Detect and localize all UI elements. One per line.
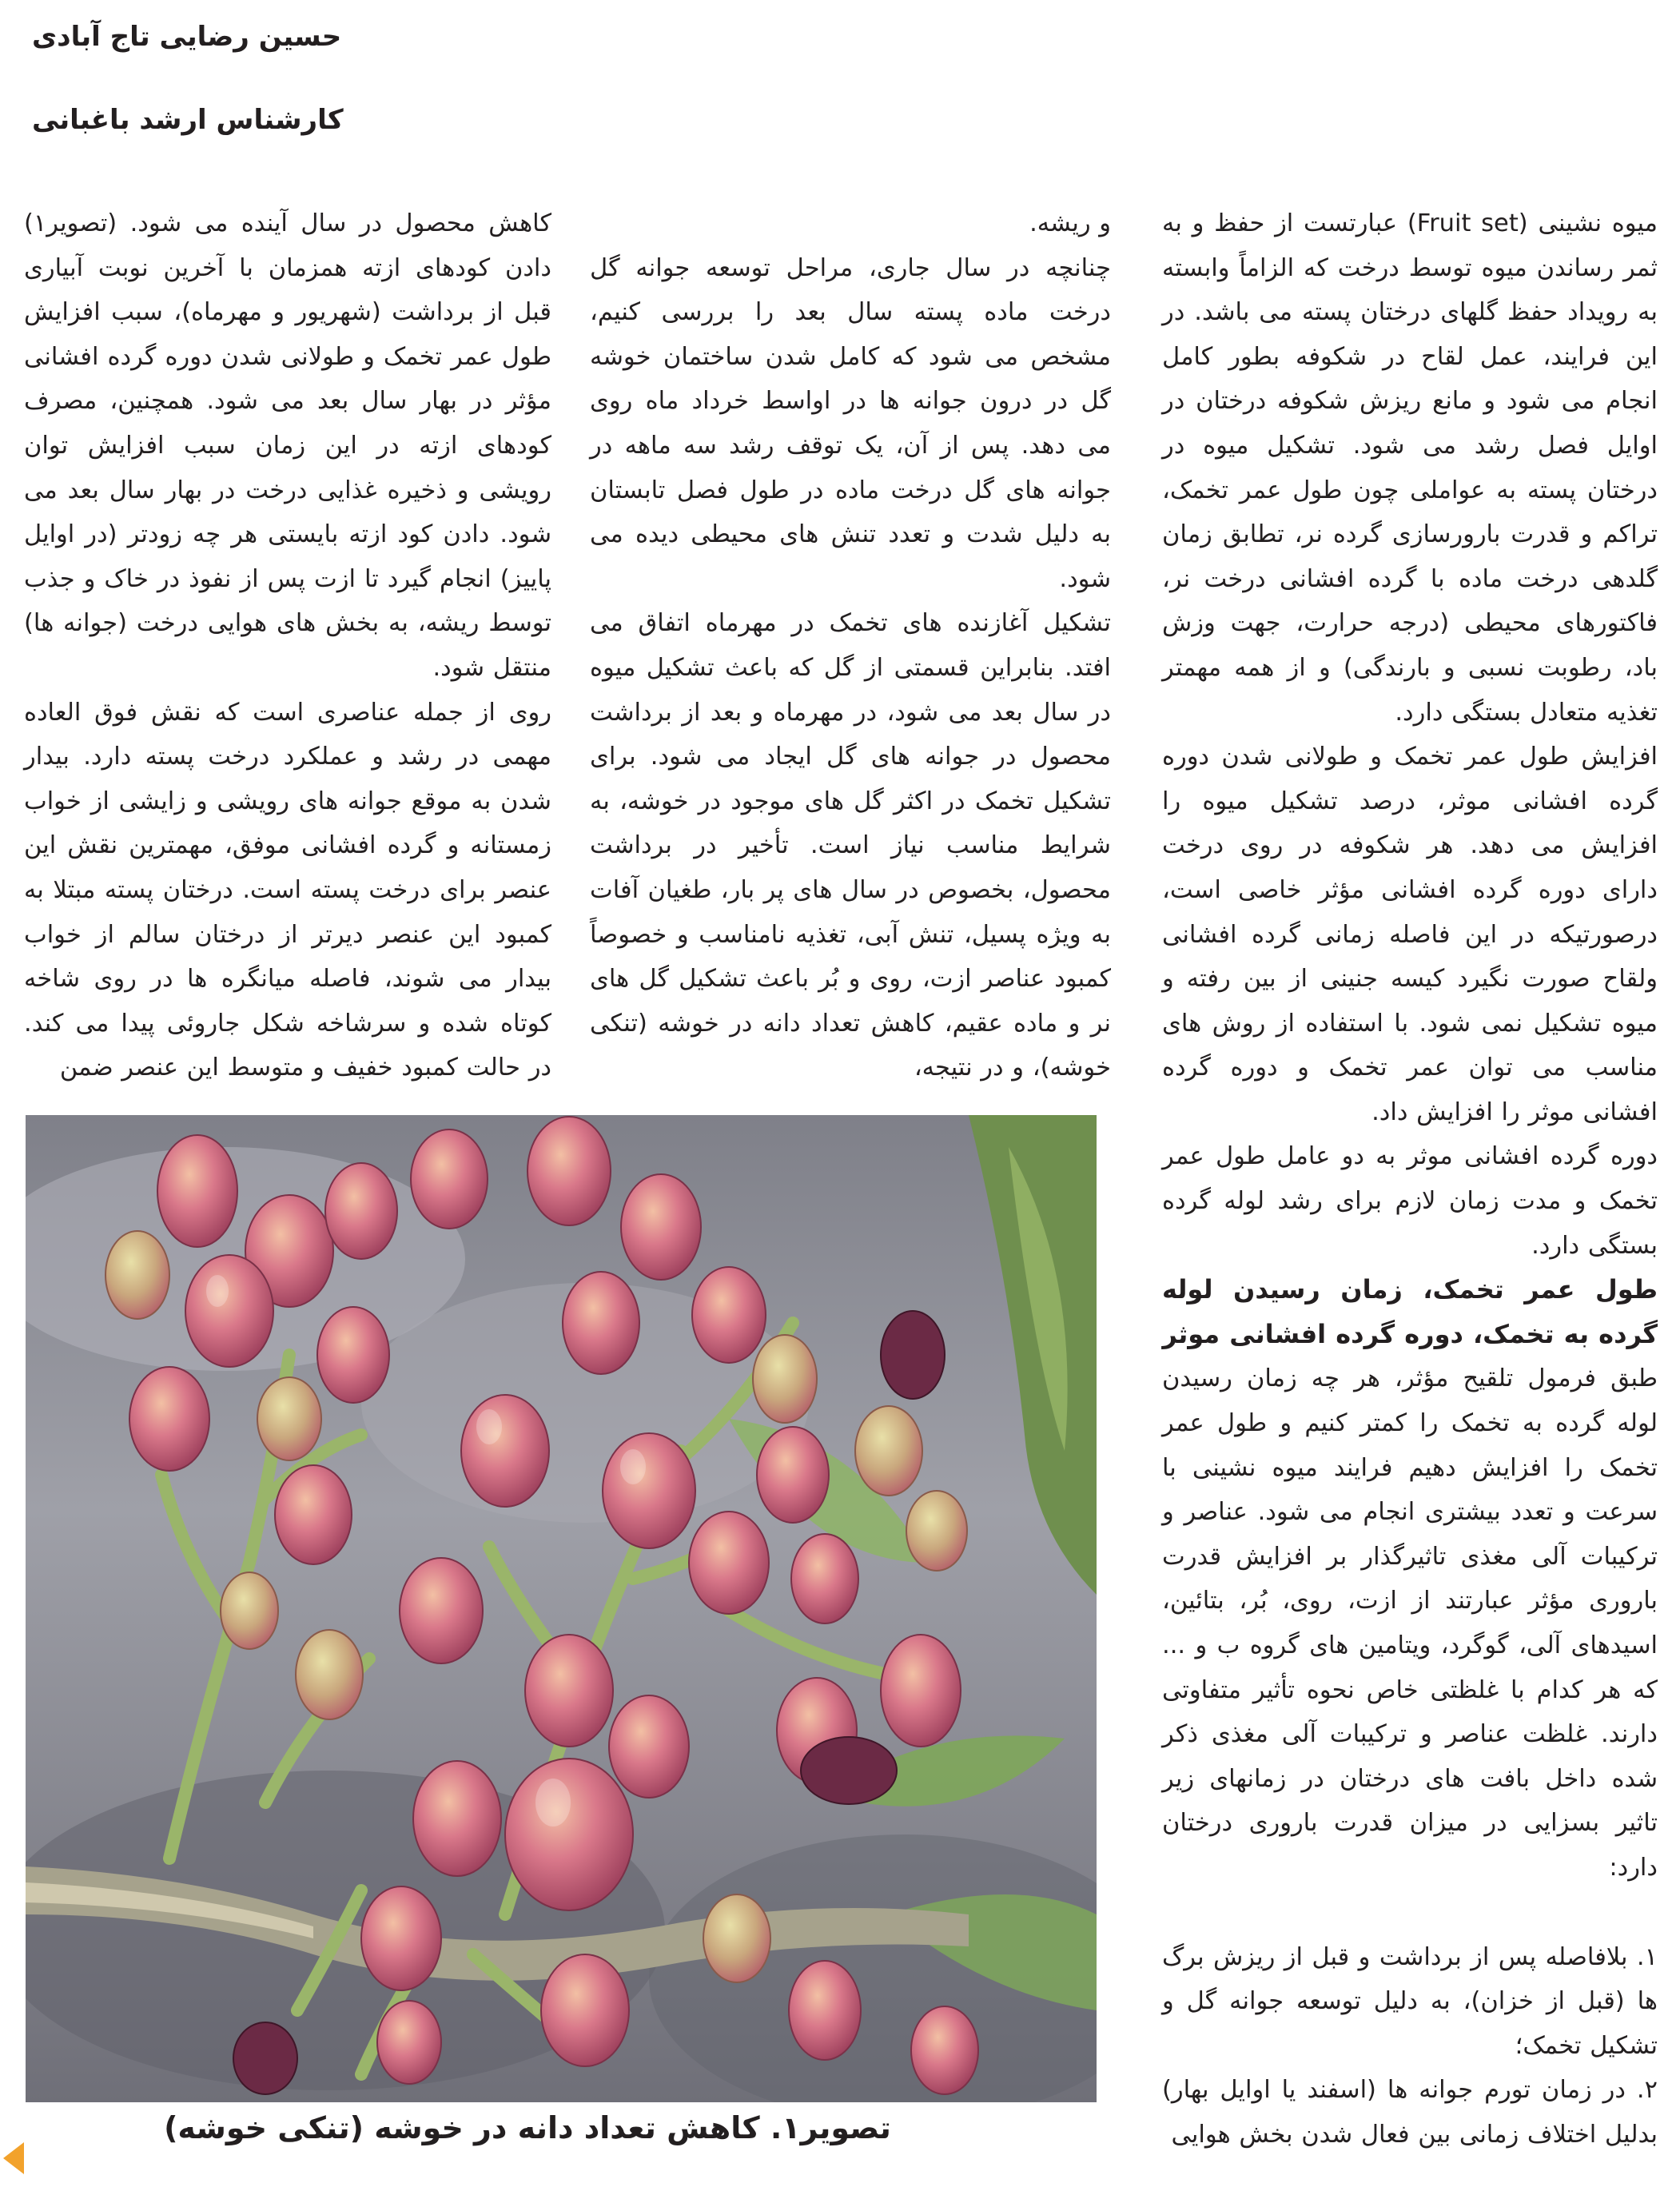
arrow-left-icon[interactable] [3,2142,24,2174]
author-title: کارشناس ارشد باغبانی [32,104,344,136]
paragraph: کاهش محصول در سال آینده می شود. (تصویر۱) دادن کودهای ازته همزمان با آخرین نوبت آبیاری قبل از برداشت (شهریور و مهرماه)، سبب افزایش طول عمر تخمک و طولانی شدن دوره گرده افشانی مؤثر در بهار سال بعد می شود. همچنین، مصرف کودهای ازته در این زمان سبب افزایش توان رویشی و ذخیره غذایی درخت در بهار سال بعد می شود. دادن کود ازته بایستی هر چه زودتر (در اوایل پاییز) انجام گیرد تا ازت پس از نفوذ در خاک و جذب توسط ریشه، به بخش های هوایی درخت (جوانه ها) منتقل شود. [24,209,551,682]
article-column-1 [1162,201,1658,2157]
list-item: ۱. بلافاصله پس از برداشت و قبل از ریزش برگ ها (قبل از خزان)، به دلیل توسعه جوانه گل و تشکیل تخمک؛ [1162,1942,1658,2060]
pistachio-cluster-photo [26,1115,1097,2102]
article-column-2 [590,201,1111,1090]
section-heading: طول عمر تخمک، زمان رسیدن لوله گرده به تخمک، دوره گرده افشانی موثر [1162,1274,1658,1349]
article-column-3 [24,201,551,1090]
paragraph: دوره گرده افشانی موثر به دو عامل طول عمر تخمک و مدت زمان لازم برای رشد لوله گرده بستگی دارد. [1162,1142,1658,1260]
figure-caption: تصویر۱. کاهش تعداد دانه در خوشه (تنکی خوشه) [164,2110,891,2145]
paragraph: و ریشه. [1029,209,1111,237]
paragraph: تشکیل آغازنده های تخمک در مهرماه اتفاق می افتد. بنابراین قسمتی از گل که باعث تشکیل میوه در سال بعد می شود، در مهرماه و بعد از برداشت محصول در جوانه های گل ایجاد می شود. برای تشکیل تخمک در اکثر گل های موجود در خوشه، به شرایط مناسب نیاز است. تأخیر در برداشت محصول، بخصوص در سال های پر بار، طغیان آفات به ویژه پسیل، تنش آبی، تغذیه نامناسب و خصوصاً کمبود عناصر ازت، روی و بُر باعث تشکیل گل های نر و ماده عقیم، کاهش تعداد دانه در خوشه (تنکی خوشه)، و در نتیجه، [590,609,1111,1082]
list-item: ۲. در زمان تورم جوانه ها (اسفند یا اوایل بهار) بدلیل اختلاف زمانی بین فعال شدن بخش هوایی [1162,2076,1658,2149]
paragraph: چنانچه در سال جاری، مراحل توسعه جوانه گل درخت ماده پسته سال بعد را بررسی کنیم، مشخص می شود که کامل شدن ساختمان خوشه گل در درون جوانه ها در اواسط خرداد ماه روی می دهد. پس از آن، یک توقف رشد سه ماهه در جوانه های گل درخت ماده در طول فصل تابستان به دلیل شدت و تعدد تنش های محیطی دیده می شود. [590,253,1111,593]
author-name: حسین رضایی تاج آبادی [32,21,342,53]
paragraph: افزایش طول عمر تخمک و طولانی شدن دوره گرده افشانی موثر، درصد تشکیل میوه را افزایش می دهد. هر شکوفه در روی درخت دارای دوره گرده افشانی مؤثر خاصی است، درصورتیکه در این فاصله زمانی گرده افشانی ولقاح صورت نگیرد کیسه جنینی از بین رفته و میوه تشکیل نمی شود. با استفاده از روش های مناسب می توان عمر تخمک و دوره گرده افشانی موثر را افزایش داد. [1162,743,1658,1126]
paragraph: طبق فرمول تلقیح مؤثر، هر چه زمان رسیدن لوله گرده به تخمک را کمتر کنیم و طول عمر تخمک را افزایش دهیم فرایند میوه نشینی با سرعت و تعدد بیشتری انجام می شود. عناصر و ترکیبات آلی مغذی تاثیرگذار بر افزایش قدرت باروری مؤثر عبارتند از ازت، روی، بُر، بتائین، اسیدهای آلی، گوگرد، ویتامین های گروه ب و ... که هر کدام با غلظتی خاص نحوه تأثیر متفاوتی دارند. غلظت عناصر و ترکیبات آلی مغذی ذکر شده داخل بافت های درختان در زمانهای زیر تاثیر بسزایی در میزان قدرت باروری درختان دارد: [1162,1364,1658,1882]
paragraph: روی از جمله عناصری است که نقش فوق العاده مهمی در رشد و عملکرد درخت پسته دارد. بیدار شدن به موقع جوانه های رویشی و زایشی از خواب زمستانه و گرده افشانی موفق، مهمترین نقش این عنصر برای درخت پسته است. درختان پسته مبتلا به کمبود این عنصر دیرتر از درختان سالم از خواب بیدار می شوند، فاصله میانگره ها در روی شاخه کوتاه شده و سرشاخه شکل جاروئی پیدا می کند. در حالت کمبود خفیف و متوسط این عنصر ضمن [24,698,551,1082]
paragraph: میوه نشینی (Fruit set) عبارتست از حفظ و به ثمر رساندن میوه توسط درخت که الزاماً وابسته به رویداد حفظ گلهای درختان پسته می باشد. در این فرایند، عمل لقاح در شکوفه بطور کامل انجام می شود و مانع ریزش شکوفه درختان در اوایل فصل رشد می شود. تشکیل میوه در درختان پسته به عواملی چون طول عمر تخمک، تراکم و قدرت بارورسازی گرده نر، تطابق زمان گلدهی درخت ماده با گرده افشانی درخت نر، فاکتورهای محیطی (درجه حرارت، جهت وزش باد، رطوبت نسبی و بارندگی) و از همه مهمتر تغذیه متعادل بستگی دارد. [1162,209,1658,727]
